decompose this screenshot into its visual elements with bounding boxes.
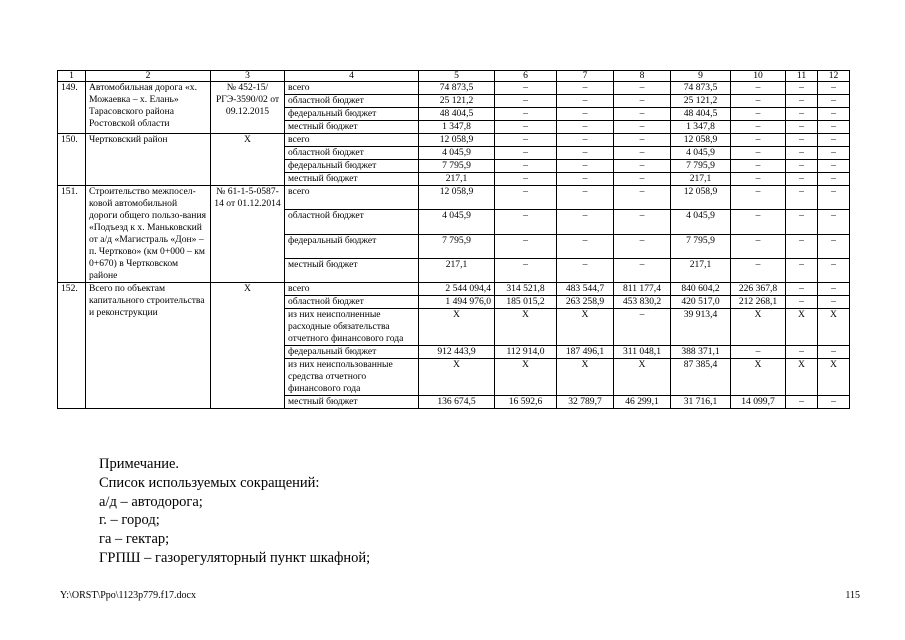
column-header: 11 [786,71,818,82]
funding-source: областной бюджет [285,95,419,108]
value-cell: 14 099,7 [731,396,786,409]
value-cell: – [731,121,786,134]
value-cell: – [731,346,786,359]
object-name: Всего по объектам капитального строительства и реконструкции [86,283,211,409]
value-cell: – [614,95,671,108]
value-cell: – [495,134,557,147]
value-cell: – [818,346,850,359]
funding-source: федеральный бюджет [285,108,419,121]
value-cell: – [614,160,671,173]
value-cell: 217,1 [419,173,495,186]
value-cell: – [818,95,850,108]
column-header: 8 [614,71,671,82]
value-cell: 74 873,5 [671,82,731,95]
value-cell: – [557,82,614,95]
value-cell: 187 496,1 [557,346,614,359]
value-cell: – [614,309,671,346]
value-cell: 1 347,8 [419,121,495,134]
value-cell: – [786,134,818,147]
value-cell: – [731,134,786,147]
value-cell: – [786,234,818,258]
value-cell: – [786,283,818,296]
note-block [99,455,370,568]
value-cell: – [818,296,850,309]
header-row [58,71,850,82]
value-cell: – [495,234,557,258]
value-cell: – [614,258,671,282]
value-cell: – [731,210,786,234]
value-cell: 39 913,4 [671,309,731,346]
funding-source: местный бюджет [285,396,419,409]
value-cell: – [818,173,850,186]
value-cell: – [495,160,557,173]
note-subtitle: Список используемых сокращений: [99,474,320,491]
value-cell: 840 604,2 [671,283,731,296]
column-header: 7 [557,71,614,82]
value-cell: – [786,121,818,134]
row-number: 152. [58,283,86,409]
value-cell: – [557,186,614,210]
funding-source: всего [285,283,419,296]
value-cell: 311 048,1 [614,346,671,359]
column-header: 4 [285,71,419,82]
value-cell: – [557,234,614,258]
column-header: 5 [419,71,495,82]
value-cell: – [557,108,614,121]
value-cell: – [614,82,671,95]
column-header: 12 [818,71,850,82]
object-name: Строительство межпосел-ковой автомобильной дороги общего пользо-вания «Подъезд к х. Маньковский от а/д «Магистраль «Дон» – п. Чертково» (км 0+000 – км 0+670) в Чертковском районе [86,186,211,283]
value-cell: 453 830,2 [614,296,671,309]
value-cell: – [614,173,671,186]
value-cell: 7 795,9 [671,160,731,173]
funding-source: всего [285,82,419,95]
funding-source: областной бюджет [285,147,419,160]
value-cell: – [731,186,786,210]
table-row [58,134,850,147]
value-cell: 12 058,9 [419,134,495,147]
value-cell: – [786,95,818,108]
table-row [58,186,850,210]
value-cell: – [731,160,786,173]
value-cell: – [731,95,786,108]
value-cell: 4 045,9 [419,147,495,160]
value-cell: 32 789,7 [557,396,614,409]
value-cell: 74 873,5 [419,82,495,95]
row-number: 150. [58,134,86,186]
value-cell: 388 371,1 [671,346,731,359]
value-cell: 314 521,8 [495,283,557,296]
funding-source: местный бюджет [285,258,419,282]
note-title: Примечание. [99,456,180,472]
value-cell: – [557,134,614,147]
value-cell: – [495,95,557,108]
column-header: 6 [495,71,557,82]
value-cell: – [786,296,818,309]
value-cell: – [495,121,557,134]
value-cell: – [495,258,557,282]
value-cell: 16 592,6 [495,396,557,409]
funding-source: всего [285,134,419,147]
value-cell: – [818,82,850,95]
value-cell: 25 121,2 [419,95,495,108]
value-cell: – [614,186,671,210]
value-cell: – [495,147,557,160]
funding-source: федеральный бюджет [285,160,419,173]
value-cell: – [818,234,850,258]
value-cell: – [557,121,614,134]
value-cell: 811 177,4 [614,283,671,296]
funding-source: областной бюджет [285,296,419,309]
value-cell: – [786,160,818,173]
value-cell: – [495,173,557,186]
value-cell: 87 385,4 [671,359,731,396]
value-cell: 217,1 [671,258,731,282]
value-cell: Х [731,309,786,346]
value-cell: 420 517,0 [671,296,731,309]
value-cell: 212 268,1 [731,296,786,309]
file-path: Y:\ORST\Ppo\1123p779.f17.docx [60,590,196,601]
value-cell: Х [818,309,850,346]
value-cell: Х [419,359,495,396]
value-cell: – [495,210,557,234]
value-cell: 1 494 976,0 [419,296,495,309]
value-cell: – [818,134,850,147]
value-cell: – [786,82,818,95]
document-number: Х [211,283,285,409]
document-number: № 61-1-5-0587-14 от 01.12.2014 [211,186,285,283]
column-header: 10 [731,71,786,82]
value-cell: 7 795,9 [419,160,495,173]
value-cell: – [786,108,818,121]
value-cell: 4 045,9 [419,210,495,234]
row-number: 151. [58,186,86,283]
value-cell: – [786,147,818,160]
document-number: № 452-15/РГЭ-3590/02 от 09.12.2015 [211,82,285,134]
funding-source: всего [285,186,419,210]
value-cell: Х [419,309,495,346]
document-number: Х [211,134,285,186]
table-row [58,283,850,296]
value-cell: 483 544,7 [557,283,614,296]
value-cell: – [786,173,818,186]
funding-source: областной бюджет [285,210,419,234]
value-cell: – [614,210,671,234]
value-cell: – [495,186,557,210]
object-name: Автомобильная дорога «х. Можаевка – х. Елань» Тарасовского района Ростовской области [86,82,211,134]
data-table [57,70,850,409]
funding-source: местный бюджет [285,173,419,186]
row-number: 149. [58,82,86,134]
funding-source: из них неиспользованные средства отчетного финансового года [285,359,419,396]
funding-source: федеральный бюджет [285,346,419,359]
value-cell: 31 716,1 [671,396,731,409]
value-cell: – [614,147,671,160]
table-row [58,82,850,95]
value-cell: – [786,186,818,210]
value-cell: 12 058,9 [671,134,731,147]
abbreviation-item: а/д – автодорога; [99,493,203,510]
abbreviation-item: г. – город; [99,512,160,529]
value-cell: – [557,160,614,173]
value-cell: – [731,82,786,95]
value-cell: Х [786,359,818,396]
column-header: 3 [211,71,285,82]
value-cell: 2 544 094,4 [419,283,495,296]
object-name: Чертковский район [86,134,211,186]
value-cell: Х [818,359,850,396]
value-cell: 1 347,8 [671,121,731,134]
value-cell: – [731,234,786,258]
value-cell: 185 015,2 [495,296,557,309]
value-cell: 112 914,0 [495,346,557,359]
funding-source: местный бюджет [285,121,419,134]
value-cell: – [786,258,818,282]
value-cell: – [614,234,671,258]
column-header: 1 [58,71,86,82]
funding-source: федеральный бюджет [285,234,419,258]
value-cell: – [731,173,786,186]
value-cell: – [614,108,671,121]
value-cell: – [731,147,786,160]
value-cell: Х [495,309,557,346]
value-cell: – [818,396,850,409]
value-cell: – [818,186,850,210]
value-cell: 25 121,2 [671,95,731,108]
value-cell: – [495,108,557,121]
value-cell: 48 404,5 [671,108,731,121]
value-cell: 4 045,9 [671,210,731,234]
value-cell: – [495,82,557,95]
value-cell: – [818,160,850,173]
value-cell: – [557,173,614,186]
value-cell: 263 258,9 [557,296,614,309]
value-cell: – [818,283,850,296]
value-cell: Х [557,359,614,396]
value-cell: – [818,210,850,234]
abbreviation-item: га – гектар; [99,531,170,548]
column-header: 2 [86,71,211,82]
value-cell: – [818,147,850,160]
abbreviation-item: ГРПШ – газорегуляторный пункт шкафной; [99,549,371,566]
value-cell: 217,1 [671,173,731,186]
value-cell: – [557,258,614,282]
value-cell: – [614,134,671,147]
value-cell: – [818,121,850,134]
value-cell: 7 795,9 [671,234,731,258]
value-cell: Х [731,359,786,396]
value-cell: Х [614,359,671,396]
value-cell: 912 443,9 [419,346,495,359]
funding-source: из них неисполненные расходные обязательства отчетного финансового года [285,309,419,346]
value-cell: 46 299,1 [614,396,671,409]
column-header: 9 [671,71,731,82]
value-cell: – [557,147,614,160]
value-cell: – [731,258,786,282]
value-cell: – [786,210,818,234]
page-number: 115 [845,590,860,601]
value-cell: 136 674,5 [419,396,495,409]
value-cell: – [731,108,786,121]
value-cell: – [818,258,850,282]
value-cell: 4 045,9 [671,147,731,160]
value-cell: 226 367,8 [731,283,786,296]
value-cell: – [557,95,614,108]
value-cell: 7 795,9 [419,234,495,258]
value-cell: 12 058,9 [671,186,731,210]
value-cell: 217,1 [419,258,495,282]
value-cell: 48 404,5 [419,108,495,121]
value-cell: 12 058,9 [419,186,495,210]
value-cell: – [557,210,614,234]
value-cell: Х [786,309,818,346]
value-cell: – [818,108,850,121]
value-cell: – [614,121,671,134]
value-cell: – [786,346,818,359]
value-cell: Х [495,359,557,396]
value-cell: Х [557,309,614,346]
value-cell: – [786,396,818,409]
